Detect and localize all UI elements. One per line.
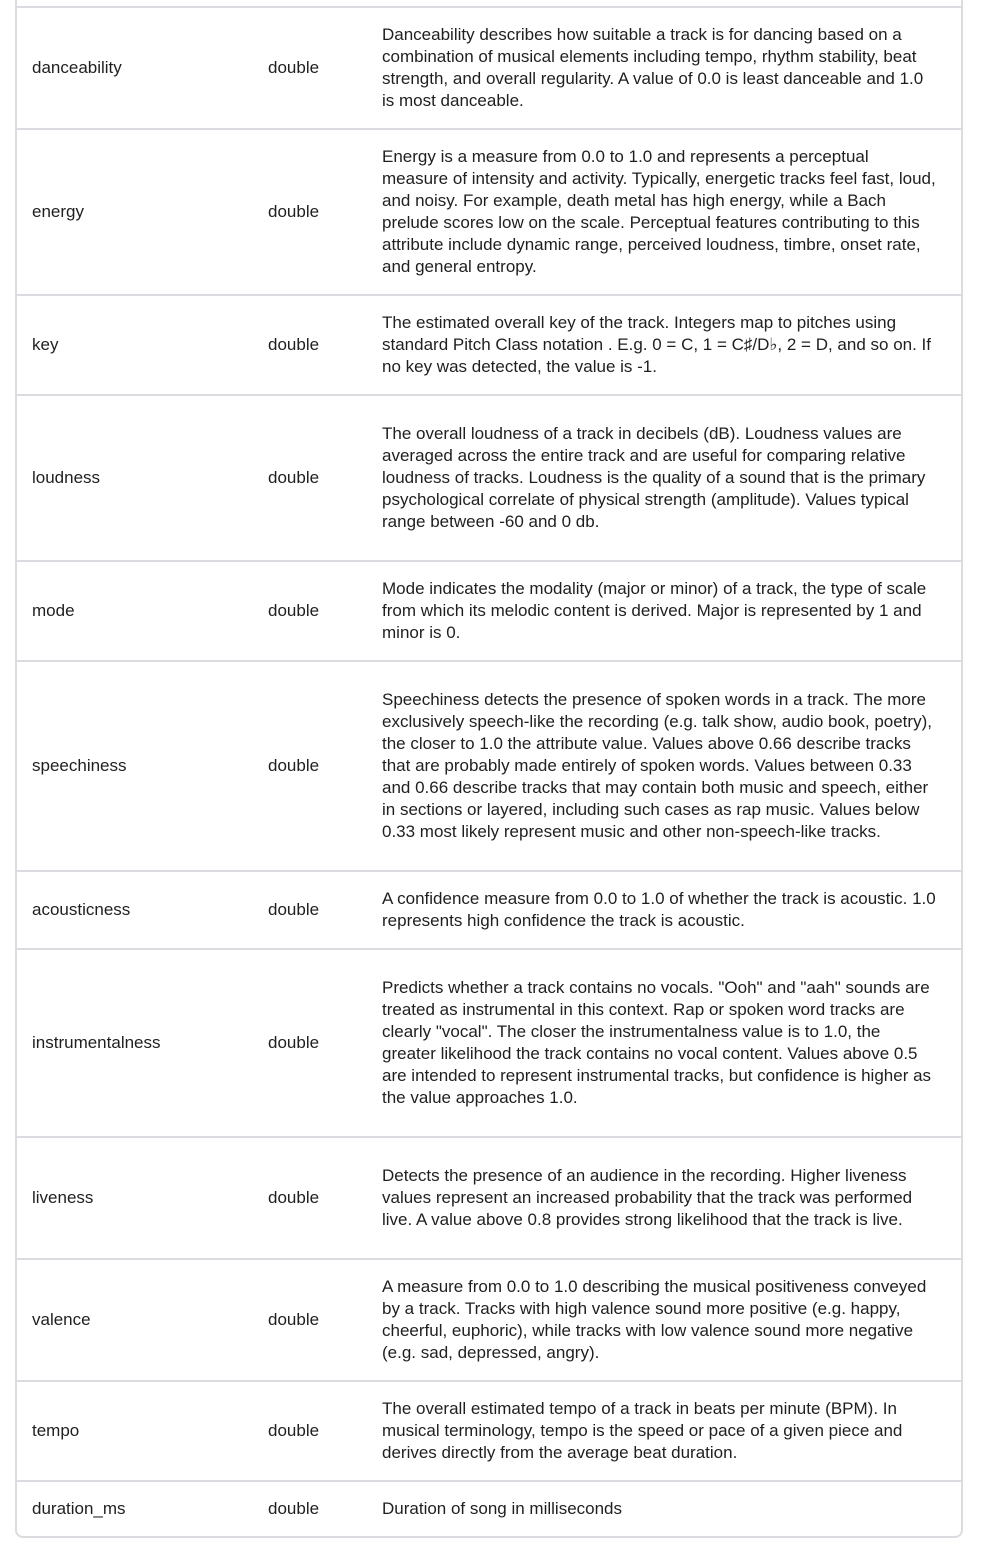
field-type: double (268, 756, 320, 775)
table-row (17, 294, 961, 394)
data-dictionary-table (15, 0, 963, 1538)
field-description: Duration of song in milliseconds (382, 1499, 623, 1518)
field-description: Detects the presence of an audience in the recording. Higher liveness values represent an increased probability that the track was performed live. A value above 0.8 provides strong likelihood that the track is live. (382, 1166, 913, 1229)
field-name: duration_ms (32, 1499, 126, 1518)
table-row (17, 1480, 961, 1536)
table-row (17, 660, 961, 870)
field-name: key (32, 335, 59, 354)
field-type: double (268, 601, 320, 620)
field-description: Danceability describes how suitable a track is for dancing based on a combination of musical elements including tempo, rhythm stability, beat strength, and overall regularity. A value of 0.0 is least danceable and 1.0 is most danceable. (382, 25, 924, 110)
table-row (17, 128, 961, 294)
table-row (17, 1258, 961, 1380)
field-type: double (268, 1421, 320, 1440)
table-row (17, 948, 961, 1136)
table-row (17, 1136, 961, 1258)
field-description: A measure from 0.0 to 1.0 describing the musical positiveness conveyed by a track. Tracks with high valence sound more positive (e.g. happy, cheerful, euphoric), while tracks with low valence sound more negative (e.g. sad, depressed, angry). (382, 1277, 927, 1362)
field-name: liveness (32, 1188, 94, 1207)
field-name: tempo (32, 1421, 80, 1440)
field-name: energy (32, 202, 84, 221)
field-description: A confidence measure from 0.0 to 1.0 of whether the track is acoustic. 1.0 represents high confidence the track is acoustic. (382, 889, 936, 930)
field-description: The estimated overall key of the track. Integers map to pitches using standard Pitch Class notation . E.g. 0 = C, 1 = C♯/D♭, 2 = D, and so on. If no key was detected, the value is -1. (382, 313, 931, 376)
table-row (17, 6, 961, 128)
field-description: Mode indicates the modality (major or minor) of a track, the type of scale from which its melodic content is derived. Major is represented by 1 and minor is 0. (382, 579, 927, 642)
field-type: double (268, 1499, 320, 1518)
field-description: Energy is a measure from 0.0 to 1.0 and represents a perceptual measure of intensity and activity. Typically, energetic tracks feel fast, loud, and noisy. For example, death metal has high energy, while a Bach prelude scores low on the scale. Perceptual features contributing to this attribute include dynamic range, perceived loudness, timbre, onset rate, and general entropy. (382, 147, 936, 276)
field-description: The overall estimated tempo of a track in beats per minute (BPM). In musical terminology, tempo is the speed or pace of a given piece and derives directly from the average beat duration. (382, 1399, 903, 1462)
field-type: double (268, 1033, 320, 1052)
field-type: double (268, 1310, 320, 1329)
field-name: loudness (32, 468, 101, 487)
field-type: double (268, 335, 320, 354)
table-row (17, 870, 961, 948)
field-type: double (268, 58, 320, 77)
field-description: Predicts whether a track contains no vocals. "Ooh" and "aah" sounds are treated as instrumental in this context. Rap or spoken word tracks are clearly "vocal". The closer the instrumentalness value is to 1.0, the greater likelihood the track contains no vocal content. Values above 0.5 are intended to represent instrumental tracks, but confidence is higher as the value approaches 1.0. (382, 978, 932, 1107)
field-description: The overall loudness of a track in decibels (dB). Loudness values are averaged across the entire track and are useful for comparing relative loudness of tracks. Loudness is the quality of a sound that is the primary psychological correlate of physical strength (amplitude). Values typical range between -60 and 0 db. (382, 424, 926, 531)
field-name: danceability (32, 58, 122, 77)
field-type: double (268, 1188, 320, 1207)
field-type: double (268, 900, 320, 919)
field-type: double (268, 468, 320, 487)
field-description: Speechiness detects the presence of spoken words in a track. The more exclusively speech-like the recording (e.g. talk show, audio book, poetry), the closer to 1.0 the attribute value. Values above 0.66 describe tracks that are probably made entirely of spoken words. Values between 0.33 and 0.66 describe tracks that may contain both music and speech, either in sections or layered, including such cases as rap music. Values below 0.33 most likely represent music and other non-speech-like tracks. (382, 690, 932, 841)
table-row (17, 394, 961, 560)
table-row (17, 1380, 961, 1480)
field-name: mode (32, 601, 75, 620)
table-row (17, 560, 961, 660)
field-name: speechiness (32, 756, 127, 775)
field-name: instrumentalness (32, 1033, 161, 1052)
field-type: double (268, 202, 320, 221)
field-name: valence (32, 1310, 91, 1329)
field-name: acousticness (32, 900, 131, 919)
